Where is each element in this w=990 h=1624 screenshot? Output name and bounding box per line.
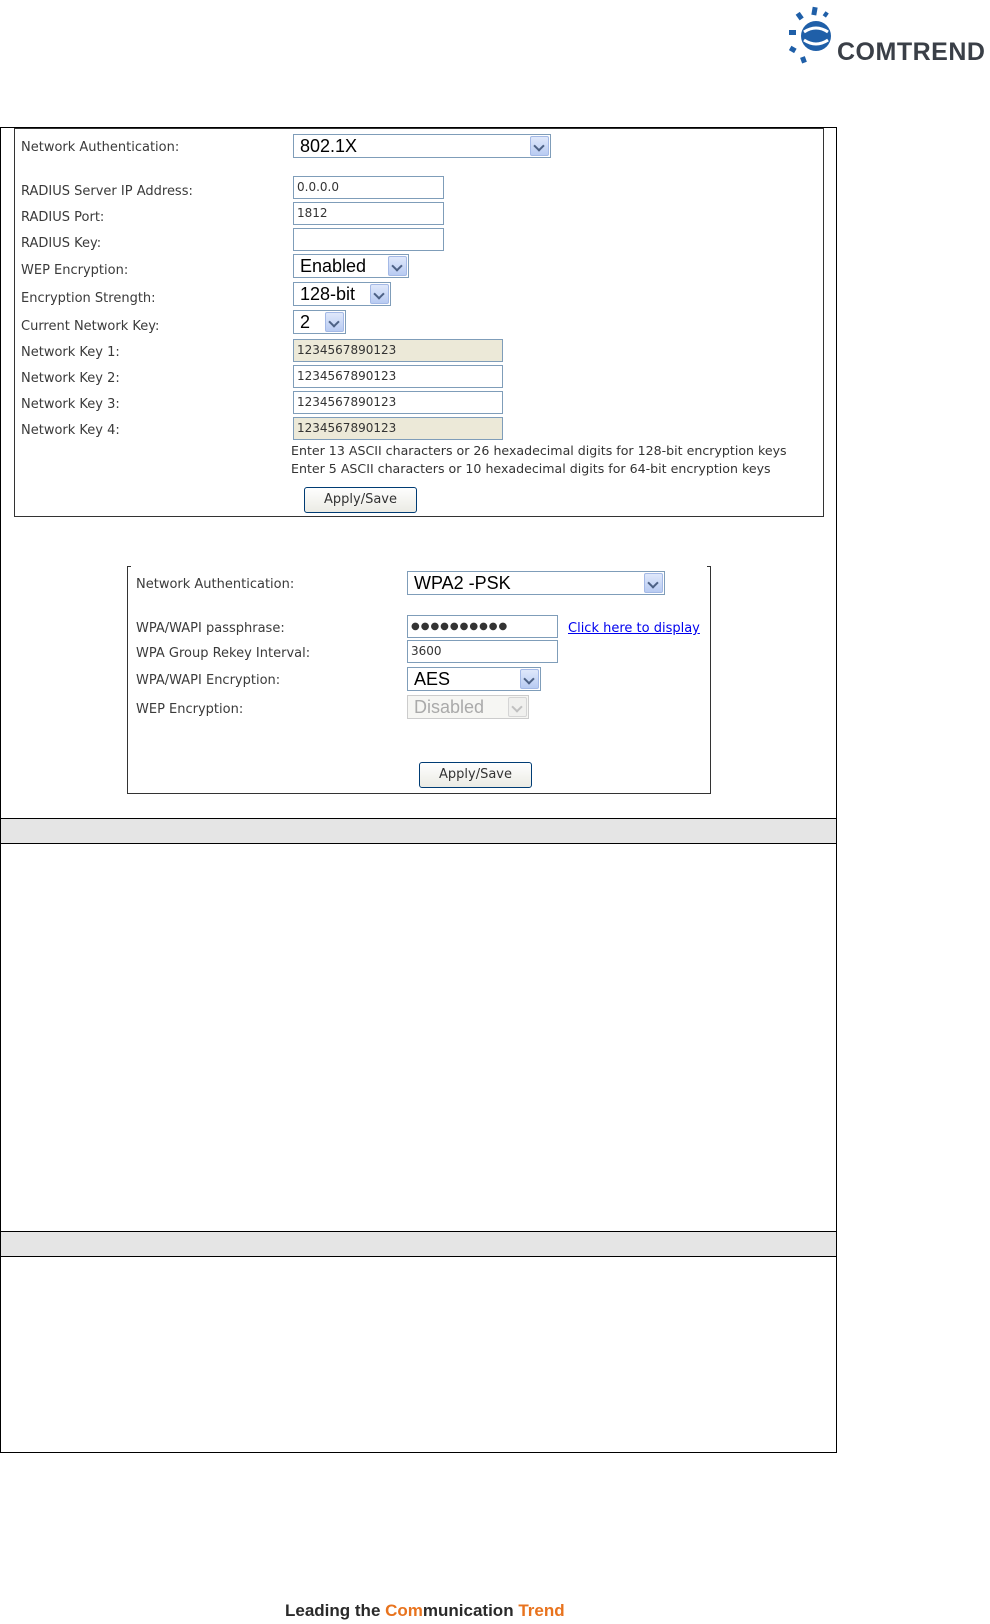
chevron-down-icon	[508, 697, 527, 717]
row-divider	[0, 1256, 837, 1257]
radius-port-input[interactable]: 1812	[293, 202, 444, 225]
hint-128bit: Enter 13 ASCII characters or 26 hexadecimal digits for 128-bit encryption keys	[291, 443, 787, 458]
panel-wpa2-psk-settings	[127, 566, 711, 794]
chevron-down-icon	[370, 284, 389, 304]
network-key-4-label: Network Key 4:	[21, 423, 120, 438]
comtrend-logo	[782, 4, 990, 74]
network-auth-value: WPA2 -PSK	[414, 573, 511, 593]
comtrend-wordmark: COMTREND	[837, 38, 986, 66]
rekey-interval-input[interactable]: 3600	[407, 640, 558, 663]
wep-encryption-select[interactable]	[293, 254, 409, 278]
wep-encryption-value: Enabled	[300, 256, 367, 276]
network-key-3-input[interactable]: 1234567890123	[293, 391, 503, 414]
encryption-strength-select[interactable]	[293, 282, 391, 306]
network-auth-select[interactable]	[293, 134, 551, 158]
chevron-down-icon	[530, 136, 549, 156]
hint-64bit: Enter 5 ASCII characters or 10 hexadecimal digits for 64-bit encryption keys	[291, 461, 771, 476]
network-key-2-label: Network Key 2:	[21, 371, 120, 386]
network-auth-label: Network Authentication:	[136, 577, 295, 592]
network-key-3-label: Network Key 3:	[21, 397, 120, 412]
tagline-part-2: Com	[385, 1601, 423, 1620]
tagline-part-1: Leading the	[285, 1601, 386, 1620]
wpa-encryption-value: AES	[414, 669, 451, 689]
encryption-strength-value: 128-bit	[300, 284, 356, 304]
comtrend-globe-icon	[782, 4, 842, 66]
passphrase-label: WPA/WAPI passphrase:	[136, 621, 285, 636]
row-divider	[0, 1231, 837, 1232]
chevron-down-icon	[388, 256, 407, 276]
panel-8021x-settings	[14, 128, 824, 517]
network-auth-value: 802.1X	[300, 136, 358, 156]
row-divider	[0, 843, 837, 844]
network-auth-label: Network Authentication:	[21, 140, 180, 155]
network-key-4-input[interactable]: 1234567890123	[293, 417, 503, 440]
wep-encryption-value: Disabled	[414, 697, 485, 717]
network-key-2-input[interactable]: 1234567890123	[293, 365, 503, 388]
table-header-row	[1, 1231, 836, 1256]
network-key-1-input[interactable]: 1234567890123	[293, 339, 503, 362]
wep-encryption-label: WEP Encryption:	[136, 702, 244, 717]
table-header-row	[1, 818, 836, 843]
radius-ip-label: RADIUS Server IP Address:	[21, 184, 193, 199]
current-key-select[interactable]	[293, 310, 346, 334]
chevron-down-icon	[520, 669, 539, 689]
radius-ip-input[interactable]: 0.0.0.0	[293, 176, 444, 199]
panel-top-border-left	[127, 566, 131, 567]
current-key-label: Current Network Key:	[21, 319, 160, 334]
apply-save-button[interactable]: Apply/Save	[304, 487, 417, 513]
wep-encryption-label: WEP Encryption:	[21, 263, 129, 278]
radius-key-label: RADIUS Key:	[21, 236, 102, 251]
network-key-1-label: Network Key 1:	[21, 345, 120, 360]
network-auth-select[interactable]	[407, 571, 665, 595]
wpa-encryption-label: WPA/WAPI Encryption:	[136, 673, 281, 688]
footer-tagline	[285, 1601, 565, 1621]
passphrase-input[interactable]: ●●●●●●●●●●	[407, 615, 558, 638]
chevron-down-icon	[644, 573, 663, 593]
current-key-value: 2	[300, 312, 311, 332]
chevron-down-icon	[325, 312, 344, 332]
wep-encryption-select[interactable]	[407, 695, 529, 719]
tagline-part-3: munication	[422, 1601, 519, 1620]
wpa-encryption-select[interactable]	[407, 667, 541, 691]
radius-key-input[interactable]	[293, 228, 444, 251]
click-to-display-link[interactable]: Click here to display	[568, 621, 700, 636]
encryption-strength-label: Encryption Strength:	[21, 291, 156, 306]
row-divider	[0, 818, 837, 819]
apply-save-button[interactable]: Apply/Save	[419, 762, 532, 788]
rekey-interval-label: WPA Group Rekey Interval:	[136, 646, 311, 661]
tagline-part-4: Trend	[518, 1601, 565, 1620]
radius-port-label: RADIUS Port:	[21, 210, 105, 225]
panel-top-border-right	[707, 566, 711, 567]
